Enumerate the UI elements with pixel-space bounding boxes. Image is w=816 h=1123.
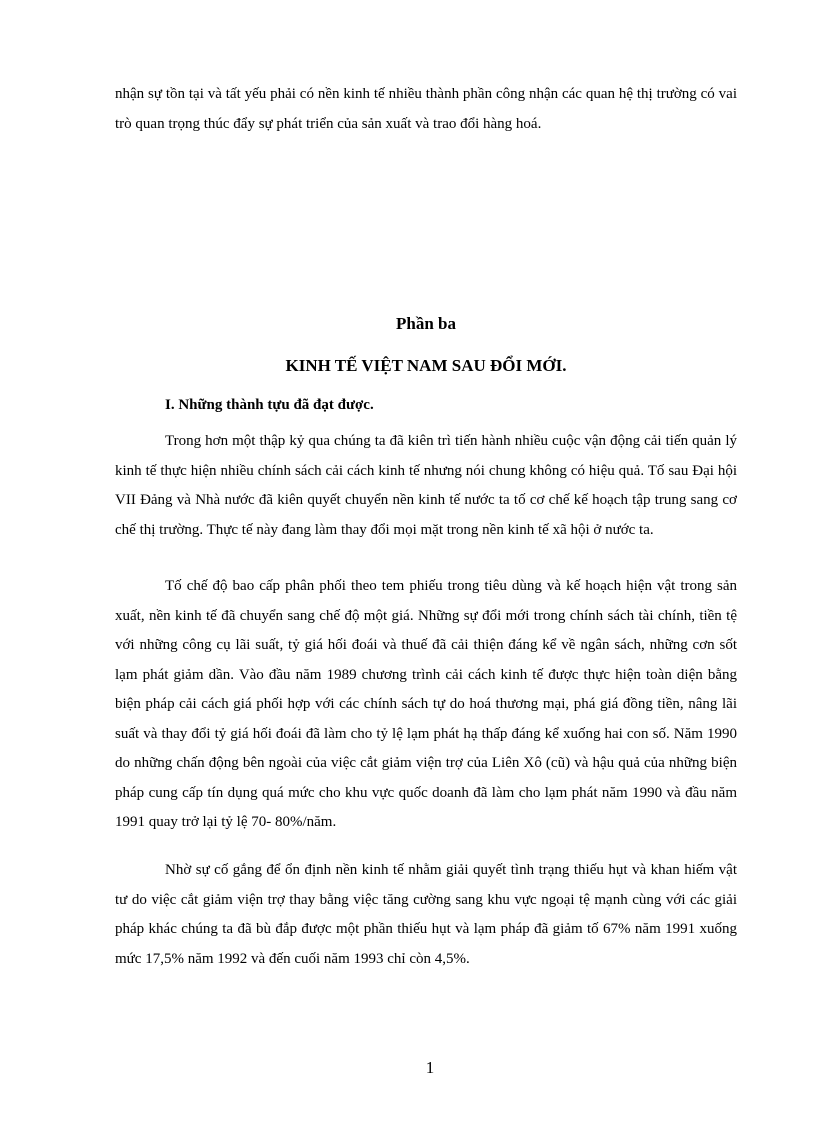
body-paragraph-2: Tố chế độ bao cấp phân phối theo tem phiếu trong tiêu dùng và kế hoạch hiện vật trong sản xuất, nền kinh tế đã chuyển sang chế độ một giá. Những sự đổi mới trong chính sách tài chính, tiền tệ với những công cụ lãi suất, tỷ giá hối đoái và thuế đã cải thiện đáng kể về ngân sách, những cơn sốt lạm phát giảm dần. Vào đầu năm 1989 chương trình cải cách kinh tế được thực hiện toàn diện bằng biện pháp cải cách giá phối hợp với các chính sách tự do hoá thương mại, phá giá đồng tiền, nâng lãi suất và thay đổi tỷ giá hối đoái đã làm cho tỷ lệ lạm phát hạ thấp đáng kể xuống hai con số. Năm 1990 do những chấn động bên ngoài của việc cắt giảm viện trợ của Liên Xô (cũ) và hậu quả của những biện pháp cung cấp tín dụng quá mức cho khu vực quốc doanh đã làm cho lạm phát năm 1990 và đầu năm 1991 quay trở lại tỷ lệ 70- 80%/năm. xyxy=(115,578,737,830)
body-paragraph-3: Nhờ sự cố gắng để ổn định nền kinh tế nhằm giải quyết tình trạng thiếu hụt và khan hiếm vật tư do việc cắt giảm viện trợ thay bằng việc tăng cường sang khu vực ngoại tệ mạnh cùng với các giải pháp khác chúng ta đã bù đắp được một phần thiếu hụt và lạm pháp đã giảm tố 67% năm 1991 xuống mức 17,5% năm 1992 và đến cuối năm 1993 chỉ còn 4,5%. xyxy=(115,862,737,967)
part-title: Phần ba xyxy=(396,314,456,333)
intro-paragraph: nhận sự tồn tại và tất yếu phải có nền kinh tế nhiều thành phần công nhận các quan hệ thị trường có vai trò quan trọng thúc đẩy sự phát triển của sản xuất và trao đổi hàng hoá. xyxy=(115,86,737,132)
body-paragraph-1: Trong hơn một thập kỷ qua chúng ta đã kiên trì tiến hành nhiều cuộc vận động cải tiến quản lý kinh tế thực hiện nhiều chính sách cải cách kinh tế nhưng nói chung không có hiệu quả. Tố sau Đại hội VII Đảng và Nhà nước đã kiên quyết chuyển nền kinh tế nước ta tố cơ chế kế hoạch tập trung sang cơ chế thị trường. Thực tế này đang làm thay đổi mọi mặt trong nền kinh tế xã hội ở nước ta. xyxy=(115,433,737,538)
section-title: I. Những thành tựu đã đạt được. xyxy=(165,397,374,413)
page-number: 1 xyxy=(425,1058,435,1077)
main-title: KINH TẾ VIỆT NAM SAU ĐỔI MỚI. xyxy=(285,356,567,375)
